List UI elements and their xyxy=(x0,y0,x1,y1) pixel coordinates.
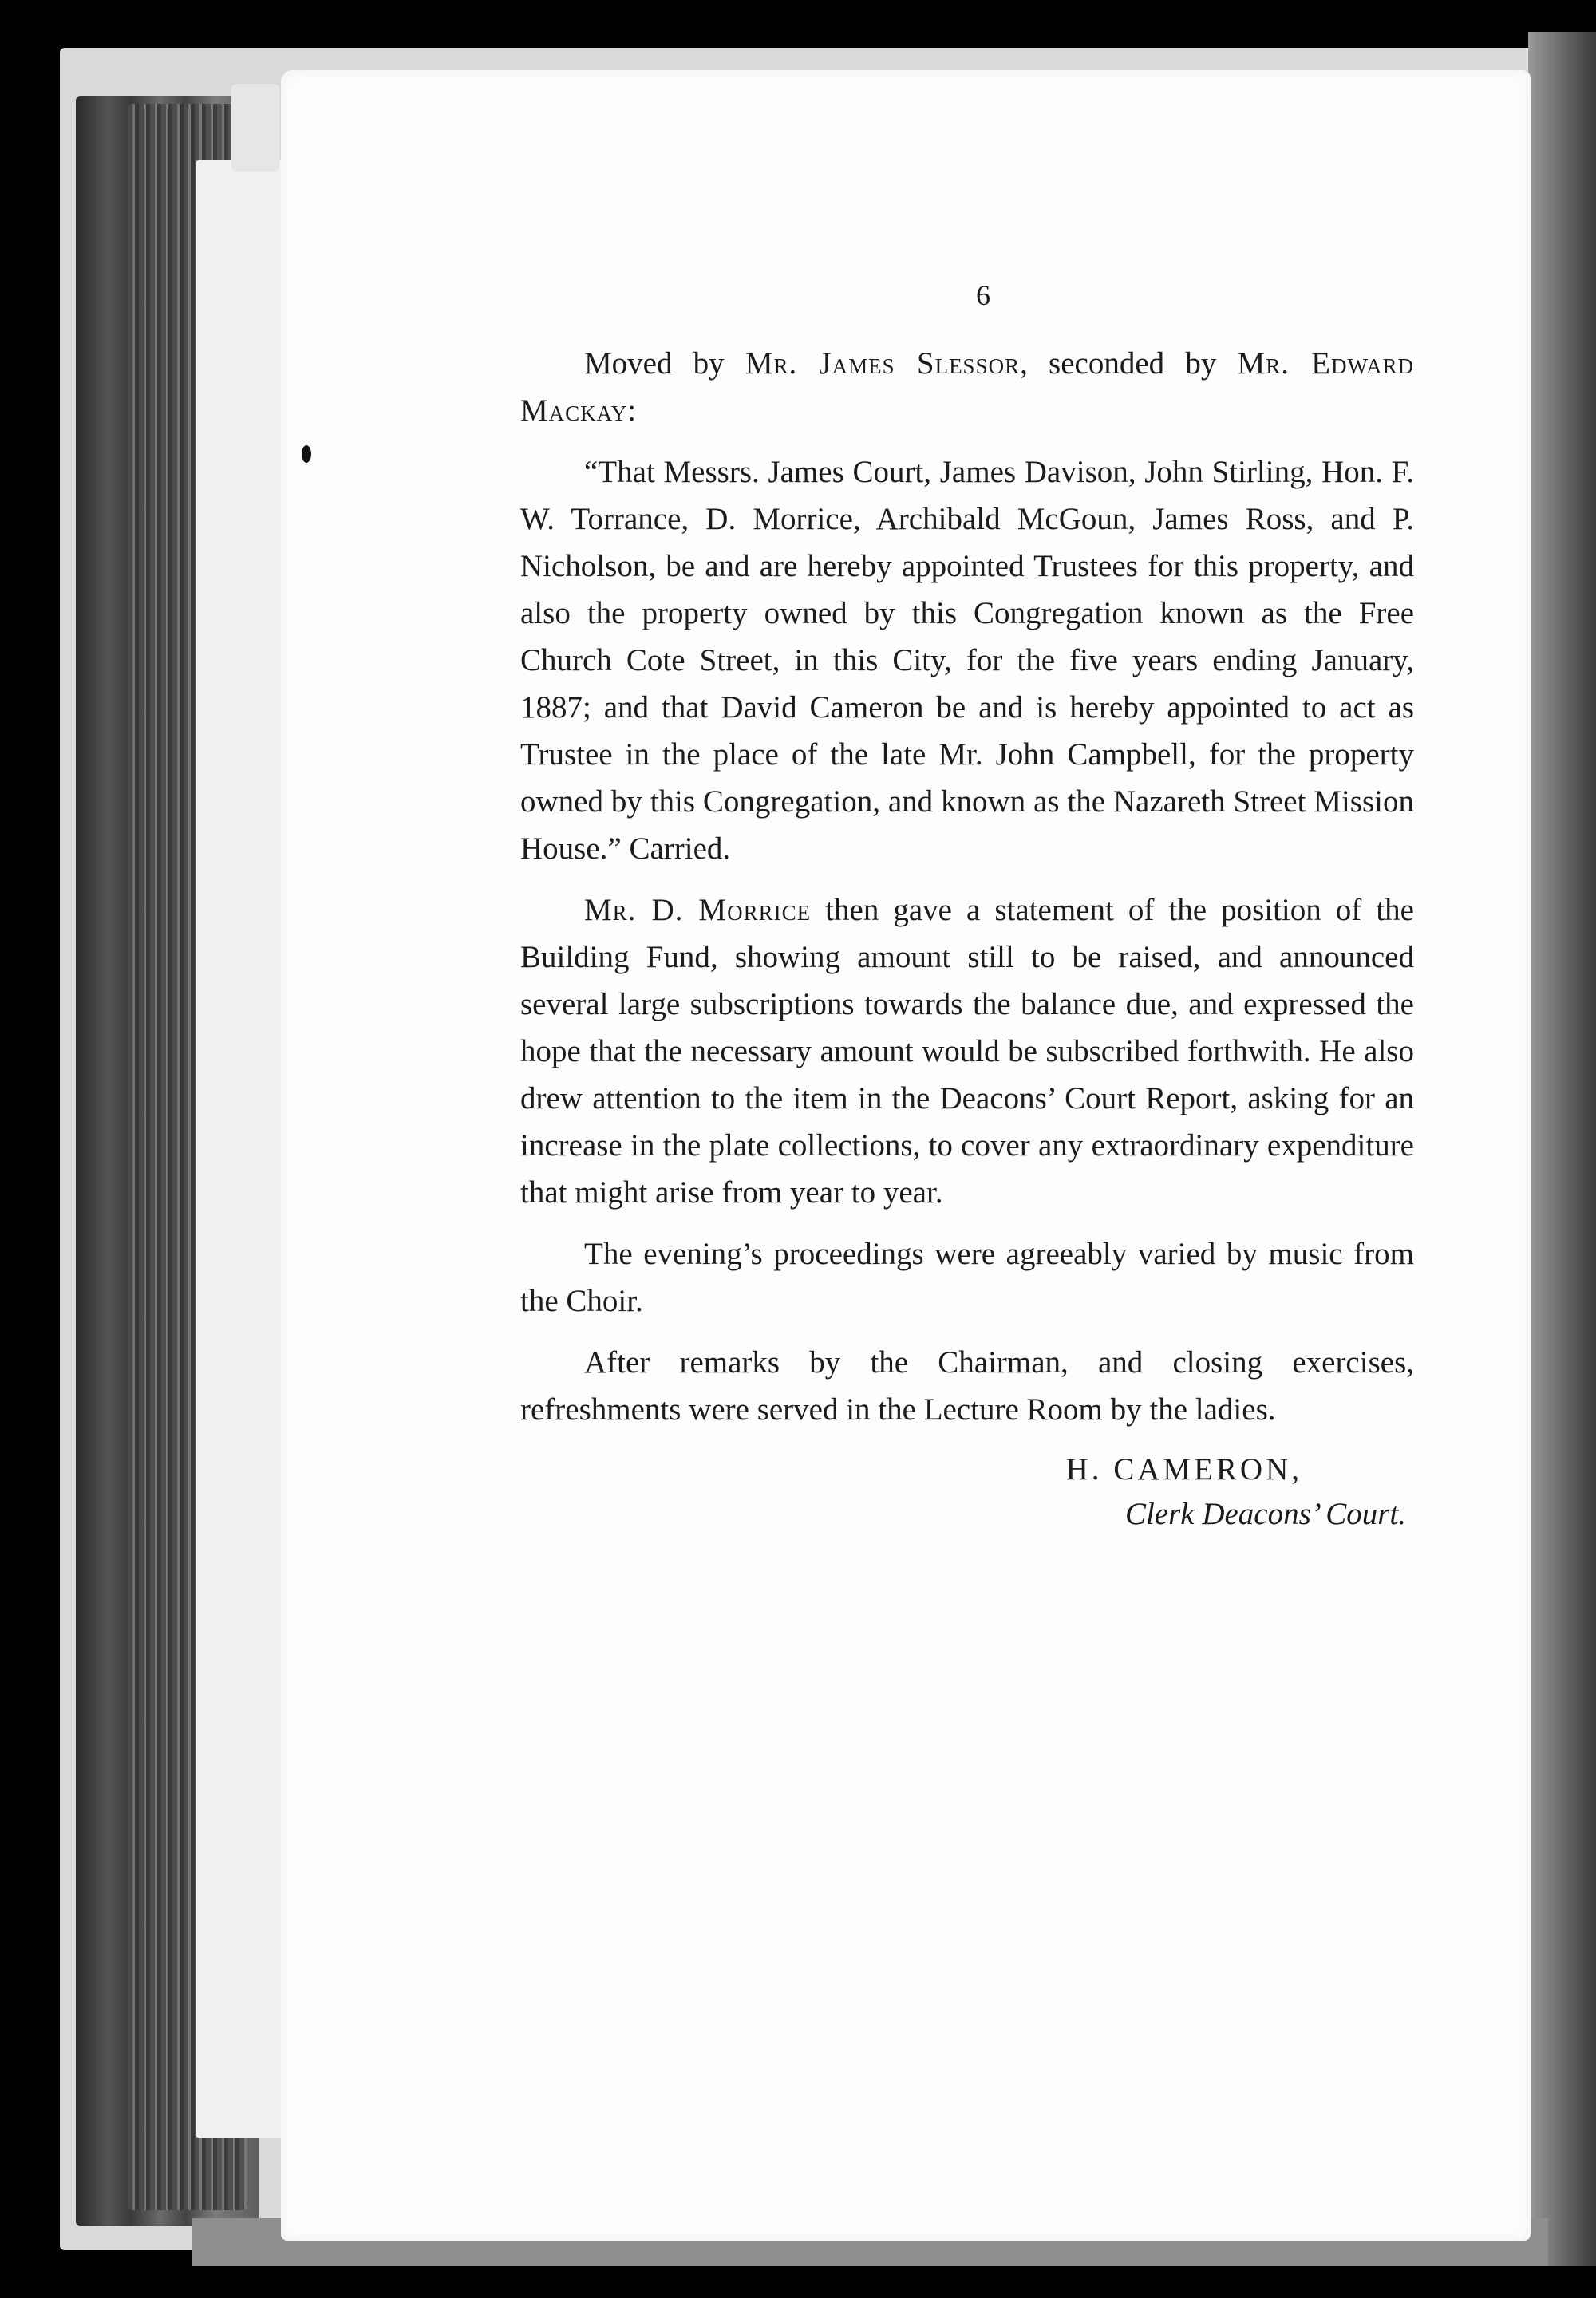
scan-speck xyxy=(302,445,311,463)
motion-suffix: : xyxy=(627,393,637,428)
right-cover-edge xyxy=(1528,32,1596,2266)
statement-speaker: Mr. D. Morrice xyxy=(584,893,812,927)
music-paragraph: The evening’s proceedings were agreeably varied by music from the Choir. xyxy=(520,1237,1414,1318)
leaf-tab xyxy=(231,84,279,172)
motion-paragraph xyxy=(520,340,1414,434)
document-page xyxy=(281,70,1531,2241)
statement-text: then gave a statement of the position of the Building Fund, showing amount still to be raised, and announced several large subscriptions towards the balance due, and expressed the hope that the necessary amount would be subscribed forthwith. He also drew attention to the item in the Deacons’ Court Report, asking for an increase in the plate collections, to cover any extraordinary expenditure that might arise from year to year. xyxy=(520,893,1414,1210)
page-number: 6 xyxy=(976,279,990,311)
motion-middle: , seconded by xyxy=(1020,346,1238,381)
inserted-leaf-edge xyxy=(196,160,286,2138)
signatory-name: H. CAMERON, xyxy=(1065,1452,1302,1487)
closing-paragraph: After remarks by the Chairman, and closing exercises, refreshments were served in the Lecture Room by the ladies. xyxy=(520,1345,1414,1427)
resolution-paragraph: “That Messrs. James Court, James Davison, John Stirling, Hon. F. W. Torrance, D. Morrice, Archibald McGoun, James Ross, and P. Nicholson, be and are hereby appointed Trustees for this property, and also the property owned by this Congregation known as the Free Church Cote Street, in this City, for the five years ending January, 1887; and that David Cameron be and is hereby appointed to act as Trustee in the place of the late Mr. John Campbell, for the property owned by this Congregation, and known as the Nazareth Street Mission House.” Carried. xyxy=(520,455,1414,866)
page-text xyxy=(520,279,1414,1537)
seconder-name: Mr. Edward Mackay xyxy=(520,346,1414,428)
signature-block xyxy=(520,1447,1414,1537)
signatory-role: Clerk Deacons’ Court. xyxy=(1124,1497,1406,1531)
statement-paragraph xyxy=(520,886,1414,1216)
motion-prefix: Moved by xyxy=(584,346,745,381)
mover-name: Mr. James Slessor xyxy=(745,346,1021,381)
